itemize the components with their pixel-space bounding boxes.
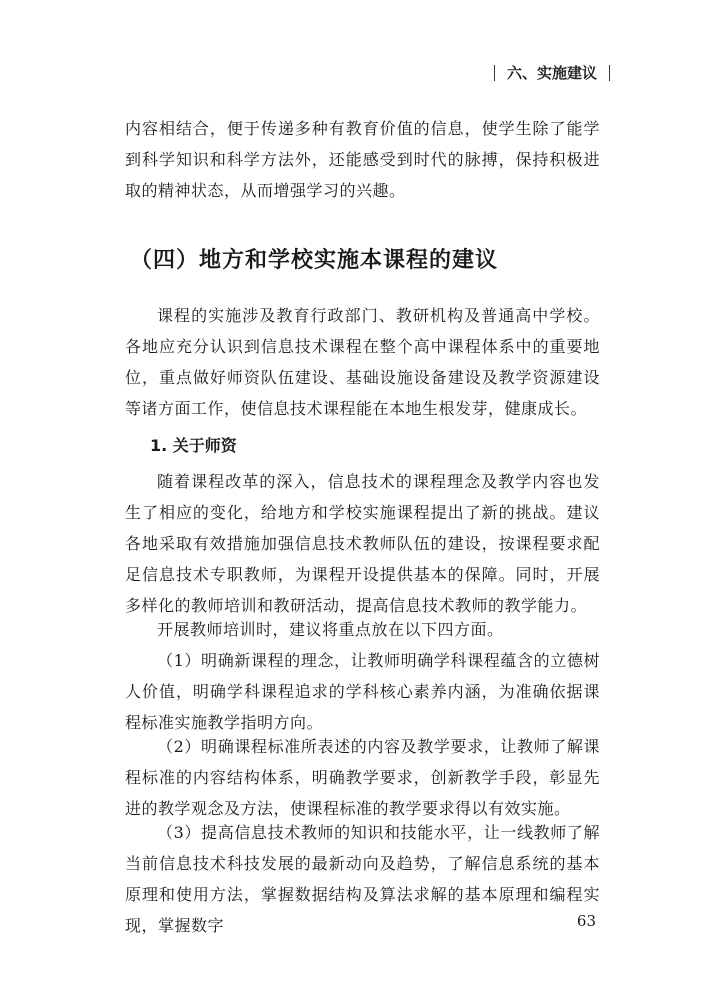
paragraph-teachers: 随着课程改革的深入，信息技术的课程理念及教学内容也发生了相应的变化，给地方和学校实施课程提出了新的挑战。建议各地采取有效措施加强信息技术教师队伍的建设，按课程要求配足信息技术专职教师，为课程开设提供基本的保障。同时，开展多样化的教师培训和教研活动，提高信息技术教师的教学能力。	[125, 472, 600, 615]
paragraph-training-focus: 开展教师培训时，建议将重点放在以下四方面。	[157, 620, 504, 639]
paragraph-intro: 课程的实施涉及教育行政部门、教研机构及普通高中学校。各地应充分认识到信息技术课程在整个高中课程体系中的重要地位，重点做好师资队伍建设、基础设施设备建设及教学资源建设等诸方面工作，使信息技术课程能在本地生根发芽，健康成长。	[125, 306, 600, 418]
list-item-3: （3）提高信息技术教师的知识和技能水平，让一线教师了解当前信息技术科技发展的最新动向及趋势，了解信息系统的基本原理和使用方法，掌握数据结构及算法求解的基本原理和编程实现，掌握数字	[125, 823, 600, 935]
header-divider-right	[609, 65, 610, 81]
chapter-title: 六、实施建议	[506, 64, 597, 82]
paragraph-continued: 内容相结合，便于传递多种有教育价值的信息，使学生除了能学到科学知识和科学方法外，还能感受到时代的脉搏，保持积极进取的精神状态，从而增强学习的兴趣。	[125, 119, 600, 200]
section-heading: （四）地方和学校实施本课程的建议	[130, 248, 499, 273]
list-item-1: （1）明确新课程的理念，让教师明确学科课程蕴含的立德树人价值，明确学科课程追求的学科核心素养内涵，为准确依据课程标准实施教学指明方向。	[125, 651, 600, 732]
list-item-2: （2）明确课程标准所表述的内容及教学要求，让教师了解课程标准的内容结构体系，明确教学要求，创新教学手段，彰显先进的教学观念及方法，使课程标准的教学要求得以有效实施。	[125, 737, 600, 818]
subsection-heading: 1. 关于师资	[150, 436, 237, 455]
header-divider-left	[494, 65, 495, 81]
running-header	[482, 62, 622, 83]
page-number: 63	[576, 912, 596, 930]
